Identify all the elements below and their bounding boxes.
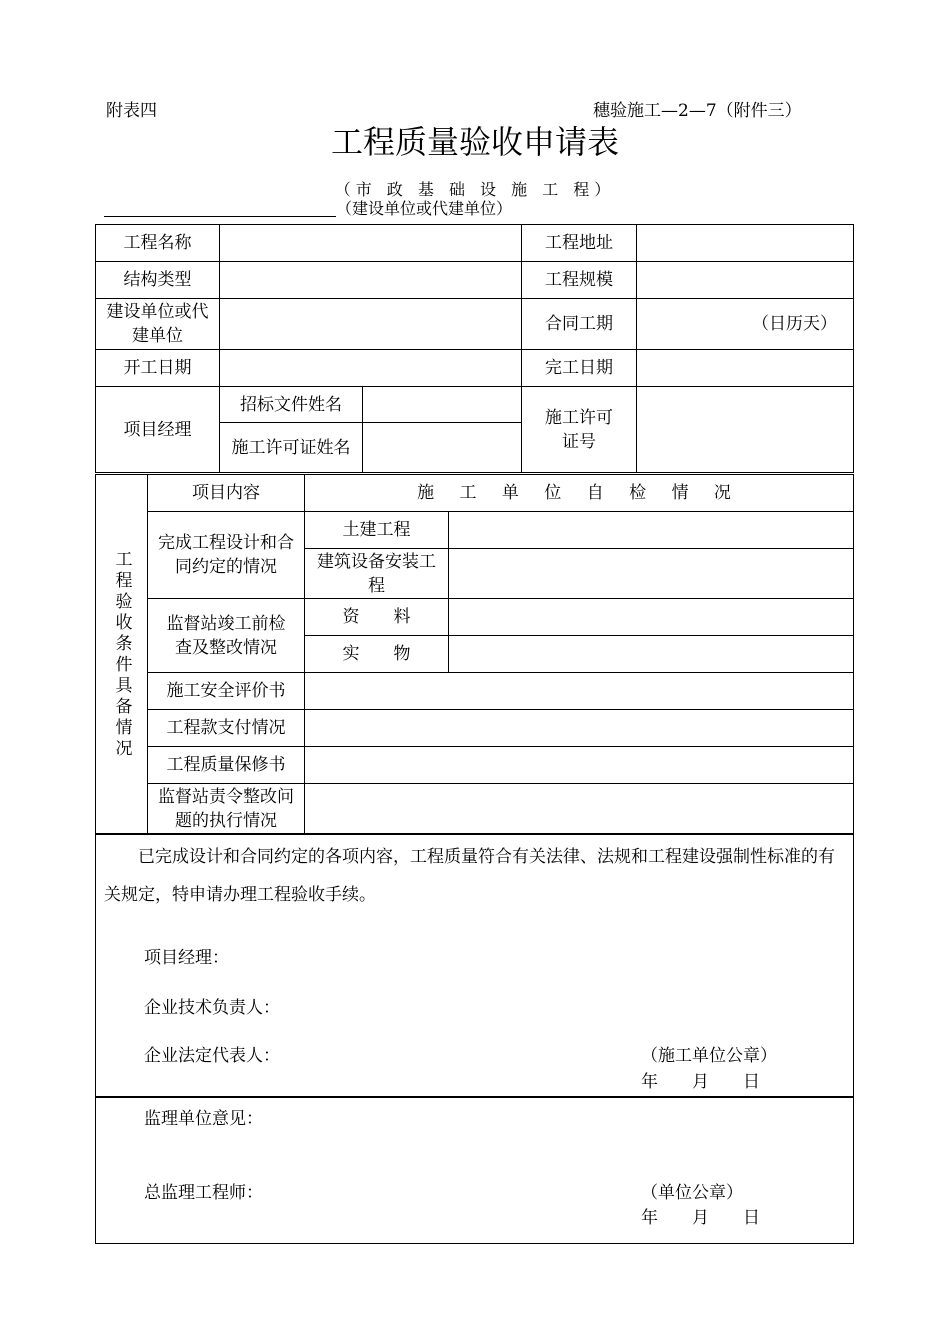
civil-works-field[interactable] — [449, 512, 854, 549]
permit-name-label: 施工许可证姓名 — [220, 423, 363, 473]
rectification-label: 监督站责令整改问题的执行情况 — [148, 784, 305, 835]
owner-unit-label: 建设单位或代建单位 — [96, 299, 220, 350]
owner-label: （建设单位或代建单位） — [336, 199, 513, 218]
supervision-date[interactable]: 年 月 日 — [641, 1208, 760, 1228]
project-address-field[interactable] — [637, 225, 854, 262]
start-date-label: 开工日期 — [96, 350, 220, 387]
rectification-field[interactable] — [305, 784, 854, 835]
safety-eval-label: 施工安全评价书 — [148, 673, 305, 710]
design-contract-label: 完成工程设计和合同约定的情况 — [148, 512, 305, 599]
structure-type-field[interactable] — [220, 262, 522, 299]
physical-label: 实 物 — [305, 636, 449, 673]
legal-rep-signature[interactable]: 企业法定代表人： — [144, 1046, 280, 1066]
form-subtitle: （市 政 基 础 设 施 工 程） — [334, 180, 616, 199]
civil-works-label: 土建工程 — [305, 512, 449, 549]
info-table — [95, 224, 854, 473]
warranty-label: 工程质量保修书 — [148, 747, 305, 784]
finish-date-field[interactable] — [637, 350, 854, 387]
tech-lead-signature[interactable]: 企业技术负责人： — [144, 998, 280, 1018]
bid-name-field[interactable] — [363, 387, 522, 423]
contract-period-field[interactable] — [637, 299, 854, 350]
finish-date-label: 完工日期 — [522, 350, 637, 387]
item-content-header: 项目内容 — [148, 475, 305, 512]
project-name-label: 工程名称 — [96, 225, 220, 262]
conditions-table — [95, 474, 854, 835]
documents-field[interactable] — [449, 599, 854, 636]
equipment-install-label: 建筑设备安装工 程 — [305, 549, 449, 599]
supervision-seal: （单位公章） — [641, 1183, 743, 1203]
declaration-date[interactable]: 年 月 日 — [641, 1072, 760, 1092]
construction-permit-no-field[interactable] — [637, 387, 854, 473]
permit-name-field[interactable] — [363, 423, 522, 473]
appendix-label: 附表四 — [106, 101, 157, 121]
supervision-section — [95, 1096, 854, 1244]
construction-seal: （施工单位公章） — [641, 1046, 777, 1066]
project-manager-label: 项目经理 — [96, 387, 220, 473]
project-name-field[interactable] — [220, 225, 522, 262]
physical-field[interactable] — [449, 636, 854, 673]
project-scale-label: 工程规模 — [522, 262, 637, 299]
warranty-field[interactable] — [305, 747, 854, 784]
form-code: 穗验施工—2—7（附件三） — [593, 101, 802, 121]
project-scale-field[interactable] — [637, 262, 854, 299]
chief-engineer-signature[interactable]: 总监理工程师： — [144, 1183, 263, 1203]
start-date-field[interactable] — [220, 350, 522, 387]
owner-unit-field[interactable] — [220, 299, 522, 350]
structure-type-label: 结构类型 — [96, 262, 220, 299]
safety-eval-field[interactable] — [305, 673, 854, 710]
payment-field[interactable] — [305, 710, 854, 747]
form-title: 工程质量验收申请表 — [330, 123, 619, 161]
equipment-install-field[interactable] — [449, 549, 854, 599]
project-address-label: 工程地址 — [522, 225, 637, 262]
supervision-check-label: 监督站竣工前检查及整改情况 — [148, 599, 305, 673]
project-manager-signature[interactable]: 项目经理： — [144, 948, 229, 968]
conditions-side-label: 工程验收条件具备情况 — [96, 475, 148, 835]
documents-label: 资 料 — [305, 599, 449, 636]
payment-label: 工程款支付情况 — [148, 710, 305, 747]
bid-name-label: 招标文件姓名 — [220, 387, 363, 423]
declaration-section — [95, 833, 854, 1098]
self-check-header: 施 工 单 位 自 检 情 况 — [305, 475, 854, 512]
declaration-text: 已完成设计和合同约定的各项内容，工程质量符合有关法律、法规和工程建设强制性标准的有关规定，特申请办理工程验收手续。 — [104, 847, 835, 905]
construction-permit-no-label: 施工许可证号 — [522, 387, 637, 473]
supervision-opinion[interactable]: 监理单位意见： — [144, 1109, 263, 1129]
calendar-days-unit: （日历天） — [752, 314, 837, 334]
contract-period-label: 合同工期 — [522, 299, 637, 350]
owner-input-line[interactable] — [104, 216, 336, 217]
